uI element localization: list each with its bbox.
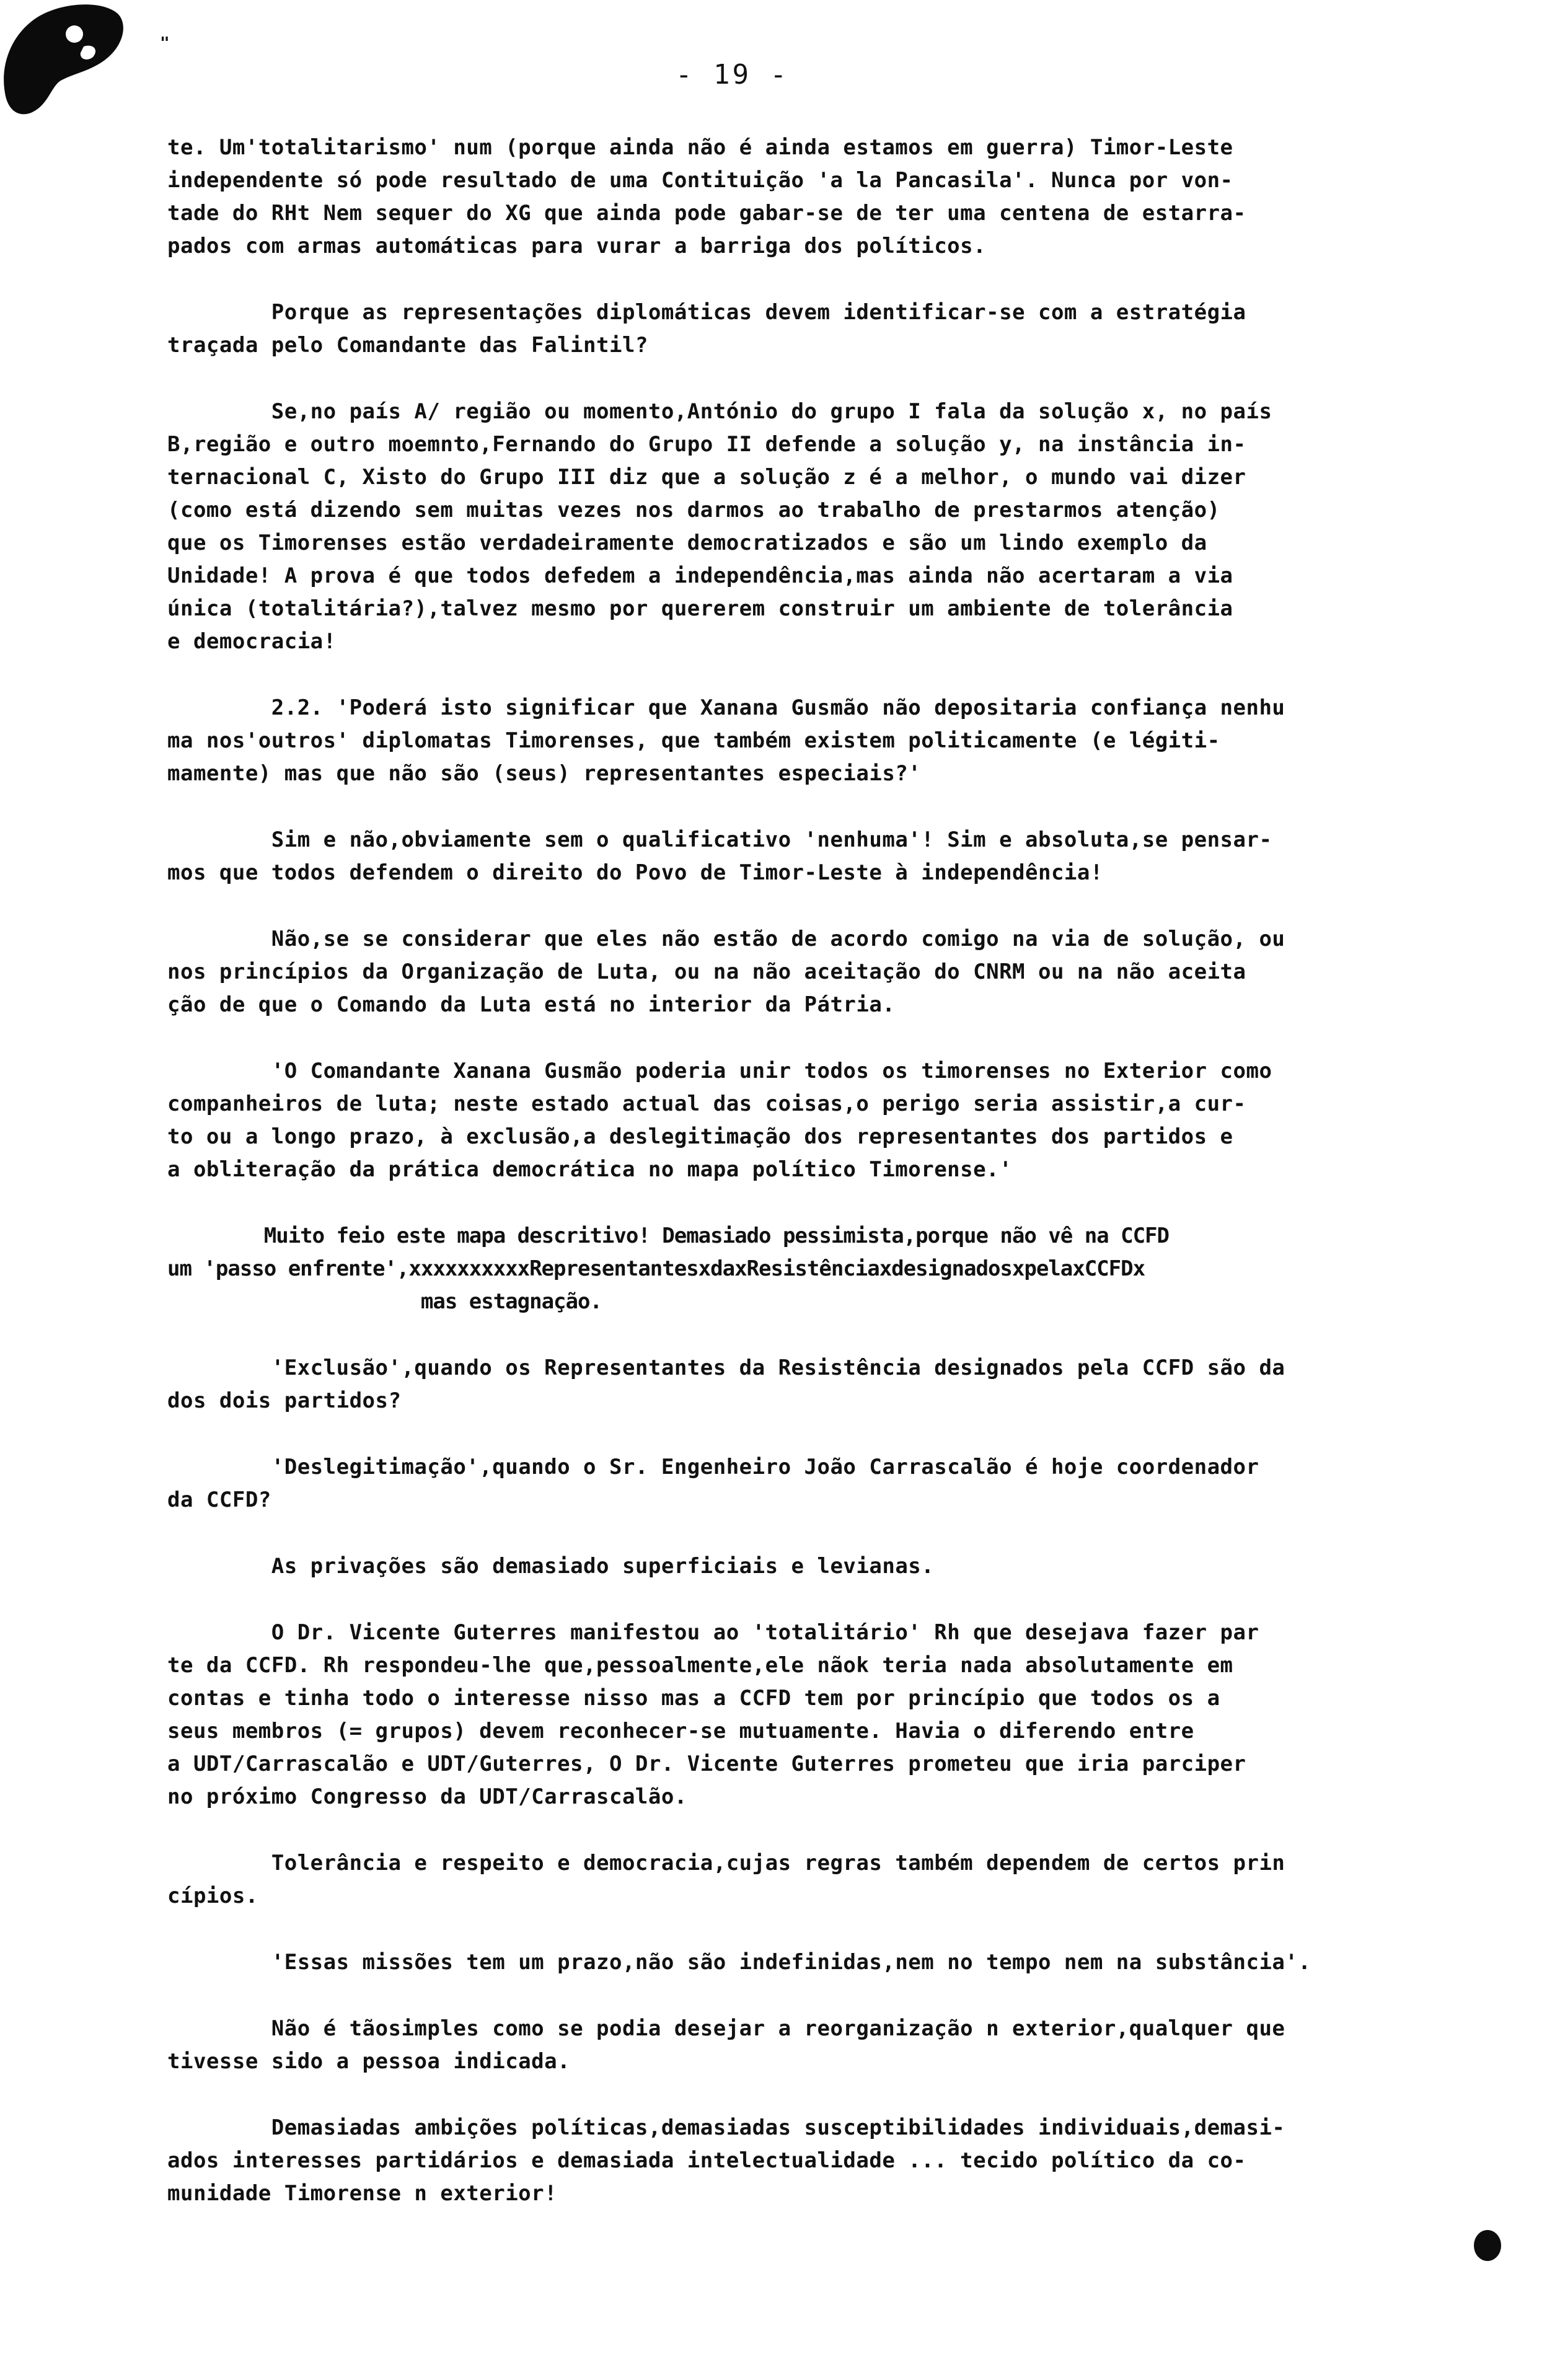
paragraph-11: As privações são demasiado superficiais e levianas.: [167, 1554, 935, 1579]
corner-mark: ": [160, 34, 170, 53]
paragraph-13: Tolerância e respeito e democracia,cujas regras também dependem de certos prin cípios.: [167, 1851, 1285, 1908]
paragraph-16: Demasiadas ambições políticas,demasiadas susceptibilidades individuais,demasi- ados interesses partidários e demasiada intelectualidade ... tecido político da co- munidade Timorense n exterior!: [167, 2115, 1285, 2206]
paragraph-9: 'Exclusão',quando os Representantes da Resistência designados pela CCFD são da dos dois partidos?: [167, 1355, 1285, 1413]
page-number: - 19 -: [676, 59, 789, 90]
paragraph-10: 'Deslegitimação',quando o Sr. Engenheiro João Carrascalão é hoje coordenador da CCFD?: [167, 1455, 1259, 1512]
paragraph-1: te. Um'totalitarismo' num (porque ainda não é ainda estamos em guerra) Timor-Leste independente só pode resultado de uma Contituição 'a la Pancasila'. Nunca por von- tade do RHt Nem sequer do XG que ainda pode gabar-se de ter uma centena de estarra- pados com armas automáticas para vurar a barriga dos políticos.: [167, 135, 1246, 258]
paragraph-6: Não,se se considerar que eles não estão de acordo comigo na via de solução, ou nos princípios da Organização de Luta, ou na não aceitação do CNRM ou na não aceita ção de que o Comando da Luta está no interior da Pátria.: [167, 927, 1285, 1017]
paragraph-5: Sim e não,obviamente sem o qualificativo 'nenhuma'! Sim e absoluta,se pensar- mos que todos defendem o direito do Povo de Timor-Leste à independência!: [167, 827, 1272, 885]
ink-blot-mark: [0, 0, 127, 118]
paragraph-12: O Dr. Vicente Guterres manifestou ao 'totalitário' Rh que desejava fazer par te da CCFD. Rh respondeu-lhe que,pessoalmente,ele nãok teria nada absolutamente em contas e tinha todo o interesse nisso mas a CCFD tem por princípio que todos os a seus membros (= grupos) devem reconhecer-se mutuamente. Havia o diferendo entre a UDT/Carrascalão e UDT/Guterres, O Dr. Vicente Guterres prometeu que iria parciper no próximo Congresso da UDT/Carrascalão.: [167, 1620, 1259, 1809]
paragraph-15: Não é tãosimples como se podia desejar a reorganização n exterior,qualquer que tivesse sido a pessoa indicada.: [167, 2016, 1285, 2074]
ink-dot-mark: [1474, 2230, 1501, 2261]
paragraph-14: 'Essas missões tem um prazo,não são indefinidas,nem no tempo nem na substância'.: [167, 1950, 1311, 1975]
paragraph-4-question-2-2: 2.2. 'Poderá isto significar que Xanana Gusmão não depositaria confiança nenhu ma nos'outros' diplomatas Timorenses, que também existem politicamente (e légiti- mamente) mas que não são (seus) representantes especiais?': [167, 695, 1285, 786]
paragraph-3: Se,no país A/ região ou momento,António do grupo I fala da solução x, no país B,região e outro moemnto,Fernando do Grupo II defende a solução y, na instância in- ternacional C, Xisto do Grupo III diz que a solução z é a melhor, o mundo vai dizer (como está dizendo sem muitas vezes nos darmos ao trabalho de prestarmos atenção) que os Timorenses estão verdadeiramente democratizados e são um lindo exemplo da Unidade! A prova é que todos defedem a independência,mas ainda não acertaram a via única (totalitária?),talvez mesmo por quererem construir um ambiente de tolerância e democracia!: [167, 399, 1272, 654]
paragraph-8: Muito feio este mapa descritivo! Demasiado pessimista,porque não vê na CCFD um 'passo enfrente',xxxxxxxxxxRepresentantesxdaxResistênciaxdesignadosxpelaxCCFDx mas estagnação.: [167, 1223, 1169, 1314]
paragraph-7-quote: 'O Comandante Xanana Gusmão poderia unir todos os timorenses no Exterior como companheiros de luta; neste estado actual das coisas,o perigo seria assistir,a cur- to ou a longo prazo, à exclusão,a deslegitimação dos representantes dos partidos e a obliteração da prática democrática no mapa político Timorense.': [167, 1059, 1272, 1182]
typed-body-text: [167, 131, 1457, 2210]
paragraph-2: Porque as representações diplomáticas devem identificar-se com a estratégia traçada pelo Comandante das Falintil?: [167, 300, 1246, 358]
